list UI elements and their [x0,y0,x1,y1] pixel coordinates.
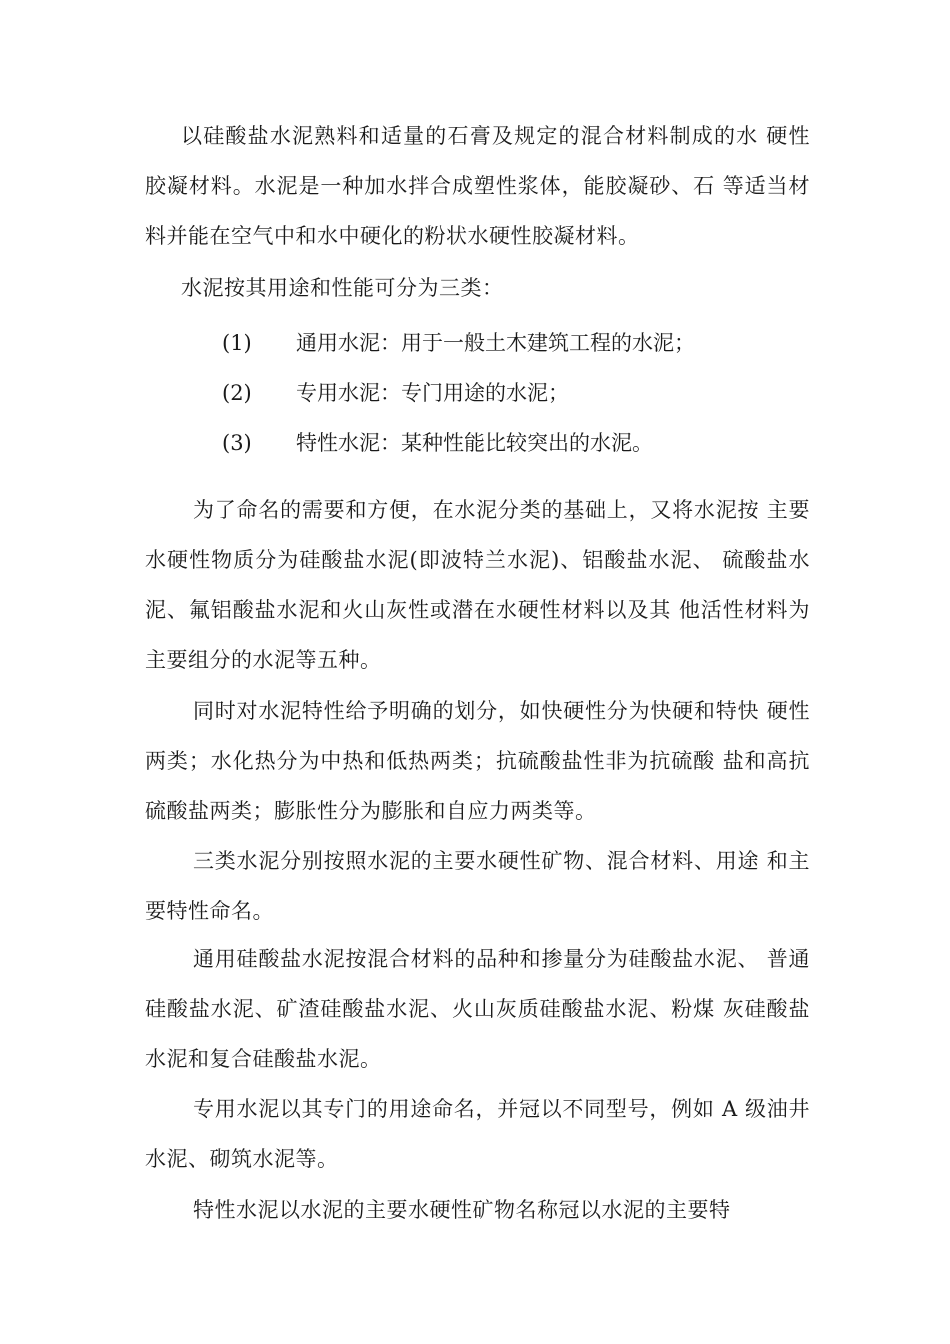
list-item-general-cement [222,318,695,368]
paragraph-general-silicate: 通用硅酸盐水泥按混合材料的品种和掺量分为硅酸盐水泥、 普通硅酸盐水泥、矿渣硅酸盐水泥、火山灰质硅酸盐水泥、粉煤 灰硅酸盐水泥和复合硅酸盐水泥。 [145,947,810,1071]
list-number: (1) [222,331,252,355]
paragraph-classification-intro: 水泥按其用途和性能可分为三类： [181,276,504,300]
paragraph-naming-rules: 三类水泥分别按照水泥的主要水硬性矿物、混合材料、用途 和主要特性命名。 [145,849,810,923]
list-item-characteristic-cement [222,418,653,468]
paragraph-definition: 以硅酸盐水泥熟料和适量的石膏及规定的混合材料制成的水 硬性胶凝材料。水泥是一种加水拌合成塑性浆体，能胶凝砂、石 等适当材料并能在空气中和水中硬化的粉状水硬性胶凝材料。 [145,124,810,248]
list-text: 特性水泥：某种性能比较突出的水泥。 [296,431,653,455]
list-number: (3) [222,431,252,455]
paragraph-naming-basis: 为了命名的需要和方便，在水泥分类的基础上，又将水泥按 主要水硬性物质分为硅酸盐水泥(即波特兰水泥)、铝酸盐水泥、 硫酸盐水泥、氟铝酸盐水泥和火山灰性或潜在水硬性材料以及其 他活性材料为主要组分的水泥等五种。 [145,498,810,672]
list-text: 专用水泥：专门用途的水泥； [296,381,569,405]
list-text: 通用水泥：用于一般土木建筑工程的水泥； [296,331,695,355]
list-number: (2) [222,381,252,405]
paragraph-special-purpose: 专用水泥以其专门的用途命名，并冠以不同型号，例如 A 级油井水泥、砌筑水泥等。 [145,1097,810,1171]
list-item-special-cement [222,368,569,418]
paragraph-properties: 同时对水泥特性给予明确的划分，如快硬性分为快硬和特快 硬性两类；水化热分为中热和低热两类；抗硫酸盐性非为抗硫酸 盐和高抗硫酸盐两类；膨胀性分为膨胀和自应力两类等。 [145,699,810,823]
paragraph-characteristic: 特性水泥以水泥的主要水硬性矿物名称冠以水泥的主要特 [193,1198,731,1222]
